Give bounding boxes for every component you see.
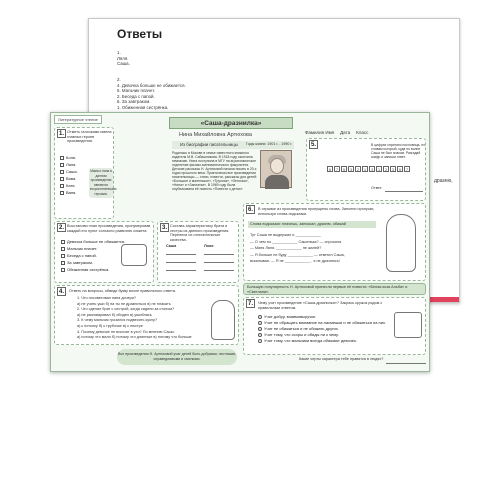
field-class[interactable]: Класс [356, 130, 369, 135]
task-6-hint: Слова подсказки: плачешь, запискал, дразню, обижай [248, 221, 376, 228]
header-fields [305, 130, 368, 135]
checkbox[interactable] [60, 170, 64, 174]
radio-circle[interactable] [258, 339, 262, 343]
cipher-grid: 6 7 5 3 2 1 3 1 2 3 5 7 [327, 166, 410, 172]
plan-item[interactable]: Мальчик плачет. [61, 245, 125, 252]
option-kolya[interactable]: Коля. [60, 154, 78, 161]
option-sasha[interactable]: Саша. [60, 168, 78, 175]
radio-circle[interactable] [258, 327, 262, 331]
books-illustration [394, 312, 422, 338]
task-7-text: Чему учит произведение «Саша-дразнилка»? Закрась кружок рядом с правильным ответом. [258, 301, 383, 310]
footer-left-note: Все произведения Н. Артюховой учат детей быть добрыми, честными, справедливыми и смелыми. [117, 349, 237, 365]
checkbox[interactable] [60, 184, 64, 188]
task-4-panel [54, 285, 239, 345]
popular-note: Большую популярность Н. Артюховой принесли первые её повести: «Белая коза Альба» и «Светлана». [243, 283, 426, 295]
number-box[interactable] [61, 240, 65, 244]
task-1-text: Отметь галочками имена главных героев произведения. [67, 130, 112, 144]
girl-illustration [211, 300, 235, 340]
field-name[interactable]: Фамилия Имя [305, 130, 335, 135]
answer-overflow-text: дразню, [434, 178, 453, 184]
worksheet-title: «Саша-дразнилка» [169, 117, 293, 129]
bio-heading: Из биографии писательницы [172, 141, 294, 149]
plan-item[interactable]: За завтраком. [61, 259, 125, 266]
task-6-passage: Тут Саша не выдержал и ____________ — О чем ты ____________ Сашенька? — спросила — Маня Ляля. ____________ не жалей? — Я больше не буду ____________ — ответил Саша, вскалывая. — Я не ____________ , я не дразнюсь! [250, 233, 345, 263]
boy-illustration [386, 214, 416, 272]
radio-circle[interactable] [258, 315, 262, 319]
author-photo [260, 150, 292, 188]
answer-line[interactable] [166, 270, 196, 271]
option-lyalya[interactable]: Ляля. [60, 161, 78, 168]
worksheet [50, 112, 430, 372]
task-7-panel [243, 297, 426, 355]
answer-line[interactable] [204, 262, 234, 263]
number-box[interactable] [61, 261, 65, 265]
author-name: Нина Михайловна Артюхова [179, 132, 252, 138]
checkbox[interactable] [60, 177, 64, 181]
task-1-number: 1. [58, 131, 64, 137]
checkbox[interactable] [60, 156, 64, 160]
task-2-number: 2. [58, 225, 64, 231]
task-1-note: Мама и папа в данном произведении являются второстепенными героями. [90, 169, 117, 196]
task-4-text: Ответь на вопросы, обведи букву возле правильного ответа. [69, 289, 177, 293]
answer-block-1: 1. Ляля. Саша. [117, 50, 130, 67]
radio-circle[interactable] [258, 333, 262, 337]
answer-line[interactable] [166, 262, 196, 263]
task-6-panel [243, 203, 426, 281]
field-date[interactable]: Дата [340, 130, 351, 135]
task-3-panel [157, 221, 239, 283]
task-5-number: 5. [310, 142, 316, 148]
footer-answer-line[interactable] [386, 363, 426, 364]
option-katya[interactable]: Катя. [60, 182, 78, 189]
checkbox[interactable] [60, 191, 64, 195]
radio-circle[interactable] [258, 321, 262, 325]
task-1-panel [54, 127, 117, 219]
task-6-number: 6. [247, 207, 253, 213]
answer-line[interactable] [166, 254, 196, 255]
bio-years: Годы жизни: 1901 г. - 1990 г. [246, 142, 293, 146]
number-box[interactable] [61, 268, 65, 272]
task-3-number: 3. [161, 225, 167, 231]
task-1-options [60, 154, 78, 196]
radio-option[interactable]: Учит не обращать внимание на насмешки и не обижаться на них. [258, 320, 386, 326]
task-4-questions: 1. Что посоветовал папа дочери? а) не учить уши б) на ты не дразниться в) не плакать 2. Что сделал брат с сестрой, когда сидели за столом? а) не разговаривал б) обидел в) ушиблась 3. К чему мальчик грозился подвесить куклу? а) к потолку б) к трубочке в) к люстре 4. Почему девочке не вскочит в ухо? По мнению Саши. а) потому что мало б) потому что длинные в) потому что больше [77, 296, 192, 340]
number-box[interactable] [61, 254, 65, 258]
footer-question: Какие черты характера тебе нравятся в людях? [299, 357, 384, 361]
radio-option[interactable]: Учит тому, что ссоры и обиды ни к чему. [258, 332, 386, 338]
plan-item[interactable]: Девочка больше не обижается. [61, 238, 125, 245]
radio-option[interactable]: Учит тому, что мальчики всегда обижают девочек. [258, 338, 386, 344]
task-3-right-label: Ляля [204, 244, 214, 248]
task-2-panel [54, 221, 154, 283]
checkbox[interactable] [60, 163, 64, 167]
task-6-text: В отрывке из произведения пропущены слова. Заполни пропуски, используя слова-подсказки. [258, 207, 375, 216]
option-vova[interactable]: Вова. [60, 175, 78, 182]
number-box[interactable] [61, 247, 65, 251]
task-5-answer-line[interactable] [385, 191, 423, 192]
option-vanya[interactable]: Ваня. [60, 189, 78, 196]
subject-tab: Литературное чтение [54, 115, 102, 124]
task-7-number: 7. [247, 301, 253, 307]
task-3-left-label: Саша [166, 244, 177, 248]
plan-item[interactable]: Беседа с папой. [61, 252, 125, 259]
task-5-answer-label: Ответ: [371, 186, 383, 190]
notepad-pencil-illustration [121, 244, 147, 266]
radio-option[interactable]: Учит не обижаться и не обижать других. [258, 326, 386, 332]
task-3-text: Составь характеристику брата и сестры из данного произведения. Перенеси их отличительные качества. [170, 224, 230, 242]
plan-item[interactable]: Обиженная сестрёнка. [61, 266, 125, 273]
answer-line[interactable] [204, 270, 234, 271]
answer-block-2: 2. 4. Девочка больше не обижается. 5. Мальчик плачет. 2. Беседа с папой. 6. За завтраком. 1. Обиженная сестрёнка. [117, 77, 186, 110]
task-7-options [258, 314, 386, 344]
task-2-options [61, 238, 125, 273]
task-2-text: Восстанови план произведения, пронумеровав каждый его пункт согласно развитию сюжета. [67, 224, 151, 233]
answers-title: Ответы [117, 27, 163, 41]
task-5-text: В цифрах спрятано пословица, по словам который, куда по волне Саша не был знаком. Разгадай шифр и запиши ответ. [371, 143, 426, 159]
task-4-number: 4. [58, 289, 64, 295]
answer-line[interactable] [204, 254, 234, 255]
radio-option[interactable]: Учит добру, взаимовыручке. [258, 314, 386, 320]
bio-text: Родилась в Москве в семье известного книжного издателя М.В. Сабашникова. В 1918 году окончила гимназию. Нина поступила в МГУ на агрономическое отделение физико-математического факультета. Детские рассказы Н. Артюховой начала писать в 20-х годах прошлого века. Практически все произведения писательницы — стихи, повести, рассказы для детей: «Большое и маленькое», «Трусиха», «Леночка», «Нина» и «Заплатки». В 1969 году была опубликована её повесть «Повести о детях». [172, 151, 257, 191]
